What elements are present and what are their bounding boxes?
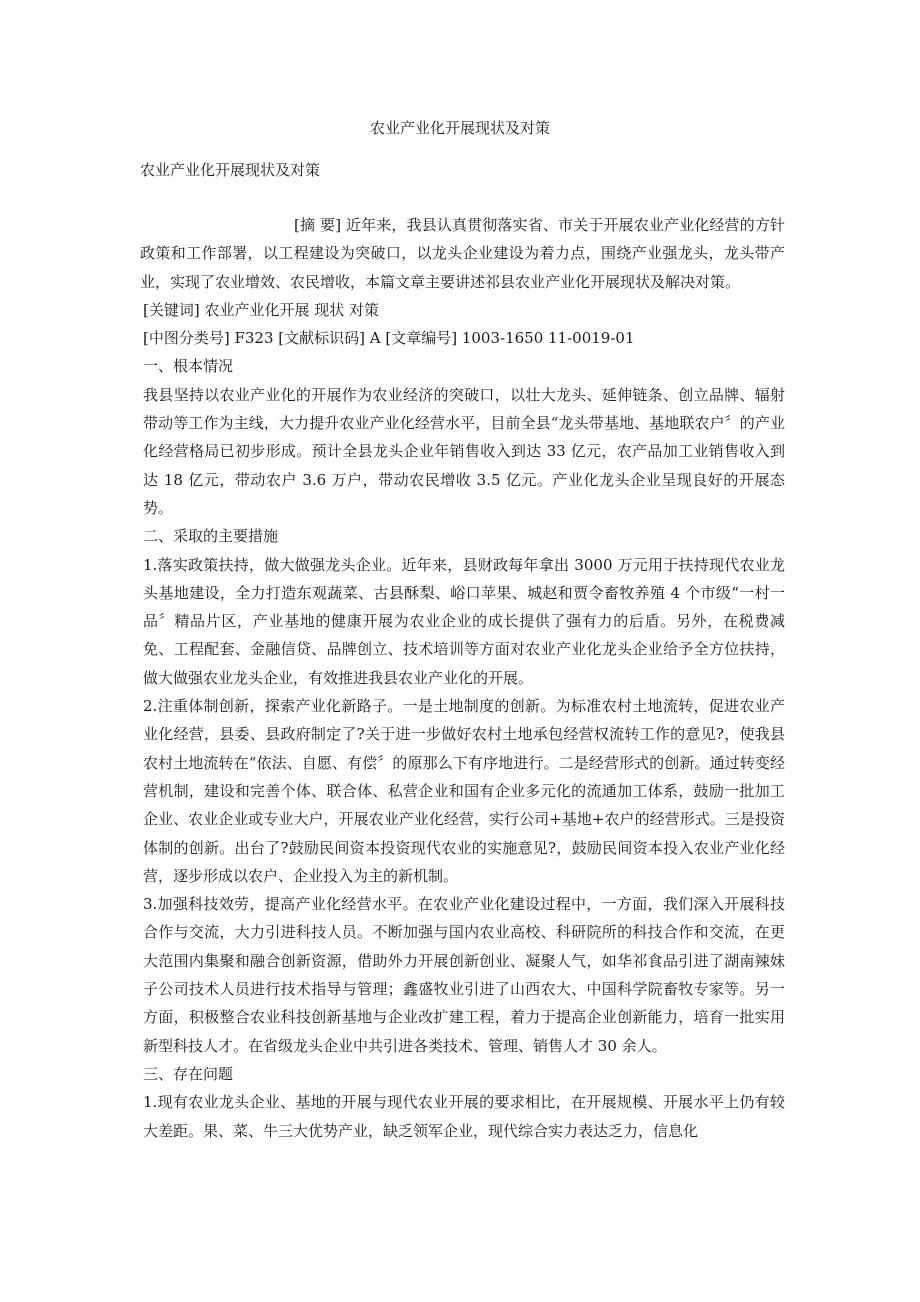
section-heading-3: 三、存在问题 <box>143 1064 234 1083</box>
abstract-paragraph: [摘 要] 近年来，我县认真贯彻落实省、市关于开展农业产业化经营的方针政策和工作部署，以工程建设为突破口，以龙头企业建设为着力点，围绕产业强龙头，龙头带产业，实现了农业增效、农民增收，本篇文章主要讲述祁县农业产业化开展现状及解决对策。 <box>140 216 785 291</box>
document-body <box>140 211 785 1145</box>
body-paragraph-2: 1.落实政策扶持，做大做强龙头企业。近年来，县财政每年拿出 3000 万元用于扶持现代农业龙头基地建设，全力打造东观蔬菜、古县酥梨、峪口苹果、城赵和贾令畜牧养殖 4 个市级“一村一品〞精品片区，产业基地的健康开展为农业企业的成长提供了强有力的后盾。另外，在税费减免、工程配套、金融信贷、品牌创立、技术培训等方面对农业产业化龙头企业给予全方位扶持，做大做强农业龙头企业，有效推进我县农业产业化的开展。 <box>143 555 785 687</box>
body-paragraph-1: 我县坚持以农业产业化的开展作为农业经济的突破口，以壮大龙头、延伸链条、创立品牌、辐射带动等工作为主线，大力提升农业产业化经营水平，目前全县“龙头带基地、基地联农户〞的产业化经营格局已初步形成。预计全县龙头企业年销售收入到达 33 亿元，农产品加工业销售收入到达 18 亿元，带动农户 3.6 万户，带动农民增收 3.5 亿元。产业化龙头企业呈现良好的开展态势。 <box>143 385 785 517</box>
section-heading-1: 一、根本情况 <box>143 357 234 376</box>
body-paragraph-5: 1.现有农业龙头企业、基地的开展与现代农业开展的要求相比，在开展规模、开展水平上仍有较大差距。果、菜、牛三大优势产业，缺乏领军企业，现代综合实力表达乏力，信息化 <box>143 1093 785 1140</box>
document-subtitle: 农业产业化开展现状及对策 <box>140 161 321 179</box>
classification-line: [中图分类号] F323 [文献标识码] A [文章编号] 1003-1650 11-0019-01 <box>143 329 635 348</box>
section-heading-2: 二、采取的主要措施 <box>143 527 279 546</box>
body-paragraph-4: 3.加强科技效劳，提高产业化经营水平。在农业产业化建设过程中，一方面，我们深入开展科技合作与交流，大力引进科技人员。不断加强与国内农业高校、科研院所的科技合作和交流，在更大范围内集聚和融合创新资源，借助外力开展创新创业、凝聚人气，如华祁食品引进了湖南辣妹子公司技术人员进行技术指导与管理；鑫盛牧业引进了山西农大、中国科学院畜牧专家等。另一方面，积极整合农业科技创新基地与企业改扩建工程，着力于提高企业创新能力，培育一批实用新型科技人才。在省级龙头企业中共引进各类技术、管理、销售人才 30 余人。 <box>143 895 785 1055</box>
body-paragraph-3: 2.注重体制创新，探索产业化新路子。一是土地制度的创新。为标准农村土地流转，促进农业产业化经营，县委、县政府制定了?关于进一步做好农村土地承包经营权流转工作的意见?，使我县农村土地流转在“依法、自愿、有偿〞的原那么下有序地进行。二是经营形式的创新。通过转变经营机制，建设和完善个体、联合体、私营企业和国有企业多元化的流通加工体系，鼓励一批加工企业、农业企业或专业大户，开展农业产业化经营，实行公司+基地+农户的经营形式。三是投资体制的创新。出台了?鼓励民间资本投资现代农业的实施意见?，鼓励民间资本投入农业产业化经营，逐步形成以农户、企业投入为主的新机制。 <box>143 697 785 885</box>
document-title: 农业产业化开展现状及对策 <box>369 119 550 137</box>
keywords-line: [关键词] 农业产业化开展 现状 对策 <box>143 300 380 319</box>
